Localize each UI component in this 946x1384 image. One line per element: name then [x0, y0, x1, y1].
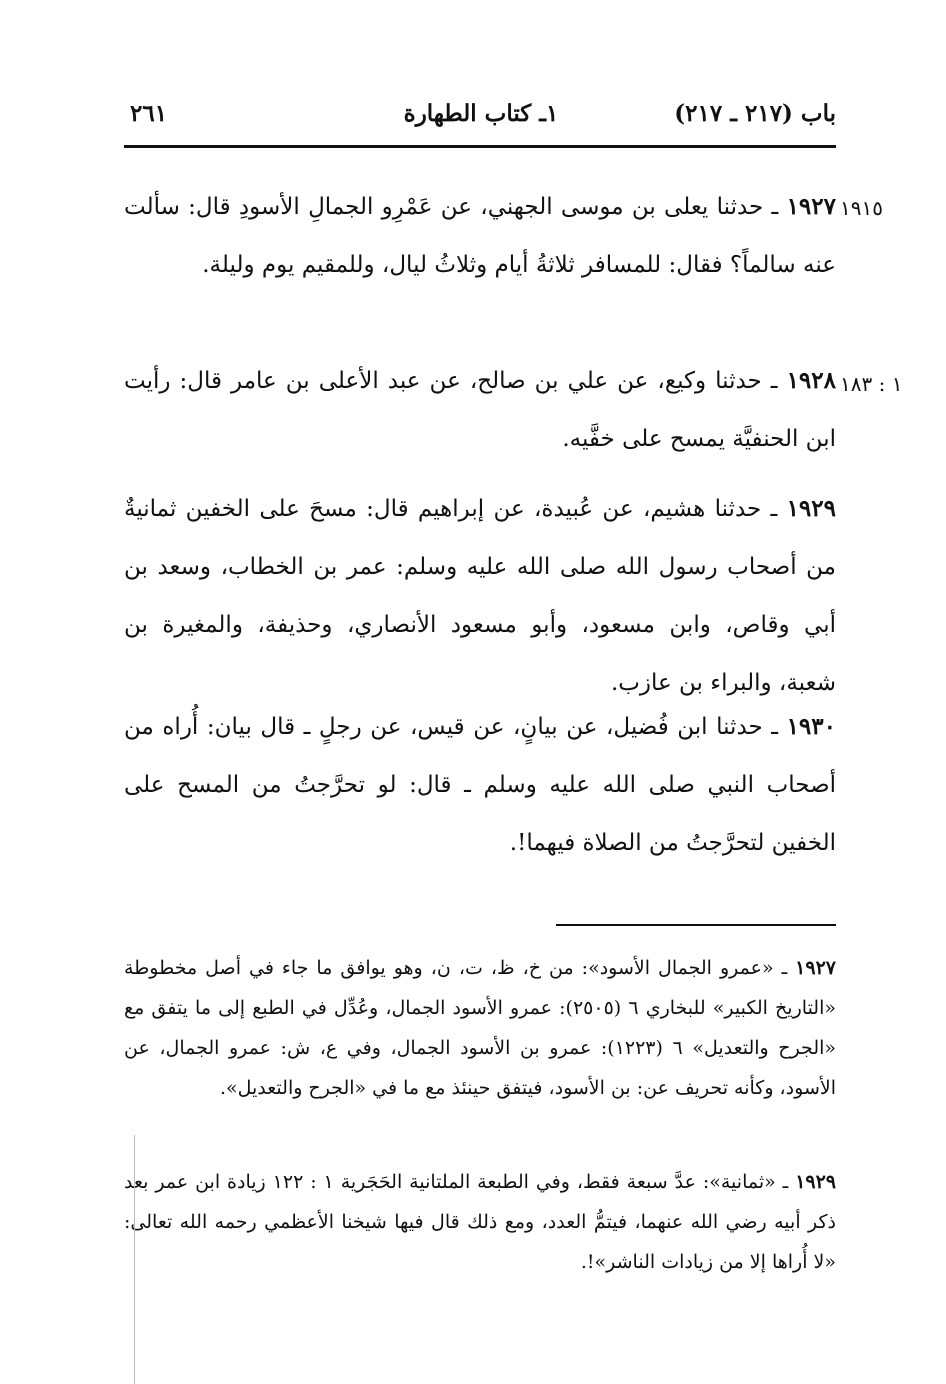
hadith-number: ١٩٢٧	[786, 193, 836, 220]
margin-reference: ١ : ١٨٣	[840, 372, 903, 396]
hadith-number: ١٩٣٠	[786, 713, 836, 740]
chapter-title: باب (٢١٧ ـ ٢١٧)	[674, 100, 836, 127]
page-number: ٢٦١	[130, 100, 168, 127]
footnote-text: ـ «عمرو الجمال الأسود»: من خ، ظ، ت، ن، وهو يوافق ما جاء في أصل مخطوطة «التاريخ الكبير» للبخاري ٦ (٢٥٠٥): عمرو الأسود الجمال، وعُدِّل في الطبع إلى ما يتفق مع «الجرح والتعديل» ٦ (١٢٢٣): عمرو بن الأسود الجمال، وفي ع، ش: عمرو الجمال، عن الأسود، وكأنه تحريف عن: بن الأسود، فيتفق حينئذ مع ما في «الجرح والتعديل».	[124, 957, 837, 1099]
hadith-text: ـ حدثنا هشيم، عن عُبيدة، عن إبراهيم قال: مسحَ على الخفين ثمانيةٌ من أصحاب رسول الله صلى الله عليه وسلم: عمر بن الخطاب، وسعد بن أبي وقاص، وابن مسعود، وأبو مسعود الأنصاري، وحذيفة، والمغيرة بن شعبة، والبراء بن عازب.	[124, 496, 836, 696]
header-rule	[124, 145, 836, 148]
footnote-number: ١٩٢٩	[795, 1171, 837, 1193]
hadith-text: ـ حدثنا ابن فُضيل، عن بيانٍ، عن قيس، عن رجلٍ ـ قال بيان: أُراه من أصحاب النبي صلى الله عليه وسلم ـ قال: لو تحرَّجتُ من المسح على الخفين لتحرَّجتُ من الصلاة فيهما!.	[124, 714, 836, 856]
hadith-entry	[124, 698, 836, 872]
book-title: ١ـ كتاب الطهارة	[403, 100, 559, 127]
hadith-entry	[124, 480, 836, 712]
footnote-entry	[124, 1162, 836, 1282]
binding-edge-line	[134, 1135, 135, 1384]
hadith-number: ١٩٢٨	[786, 367, 836, 394]
running-header	[126, 92, 836, 136]
hadith-text: ـ حدثنا وكيع، عن علي بن صالح، عن عبد الأعلى بن عامر قال: رأيت ابن الحنفيَّة يمسح على خفَّيه.	[124, 368, 836, 452]
hadith-entry	[124, 352, 836, 468]
footnote-text: ـ «ثمانية»: عدَّ سبعة فقط، وفي الطبعة الملتانية الحَجَرية ١ : ١٢٢ زيادة ابن عمر بعد ذكر أبيه رضي الله عنهما، فيتمُّ العدد، ومع ذلك قال فيها شيخنا الأعظمي رحمه الله تعالى: «لا أُراها إلا من زيادات الناشر»!.	[124, 1171, 836, 1273]
hadith-entry	[124, 178, 836, 294]
margin-reference: ١٩١٥	[840, 196, 883, 220]
hadith-text: ـ حدثنا يعلى بن موسى الجهني، عن عَمْرِو الجمالِ الأسودِ قال: سألت عنه سالماً؟ فقال: للمسافر ثلاثةُ أيام وثلاثُ ليال، وللمقيم يوم وليلة.	[124, 194, 836, 278]
hadith-number: ١٩٢٩	[786, 495, 836, 522]
footnote-entry	[124, 948, 836, 1108]
footnote-separator	[556, 924, 836, 926]
footnote-number: ١٩٢٧	[795, 957, 836, 979]
